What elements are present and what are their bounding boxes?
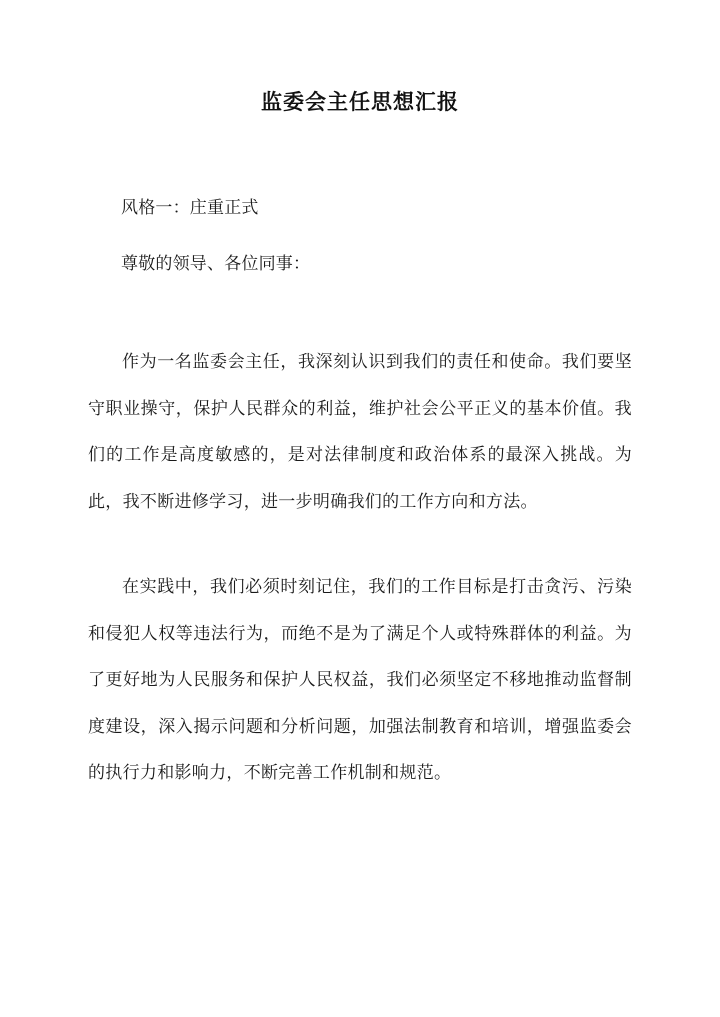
body-paragraph-2: 在实践中，我们必须时刻记住，我们的工作目标是打击贪污、污染和侵犯人权等违法行为，而绝不是为了满足个人或特殊群体的利益。为了更好地为人民服务和保护人民权益，我们必须坚定不移地推动监督制度建设，深入揭示问题和分析问题，加强法制教育和培训，增强监委会的执行力和影响力，不断完善工作机制和规范。 [88, 577, 632, 783]
style-label: 风格一：庄重正式 [121, 198, 259, 218]
greeting: 尊敬的领导、各位同事： [121, 254, 311, 274]
body-paragraph-1: 作为一名监委会主任，我深刻认识到我们的责任和使命。我们要坚守职业操守，保护人民群众的利益，维护社会公平正义的基本价值。我们的工作是高度敏感的，是对法律制度和政治体系的最深入挑战。为此，我不断进修学习，进一步明确我们的工作方向和方法。 [88, 352, 632, 512]
document-title: 监委会主任思想汇报 [261, 89, 459, 114]
